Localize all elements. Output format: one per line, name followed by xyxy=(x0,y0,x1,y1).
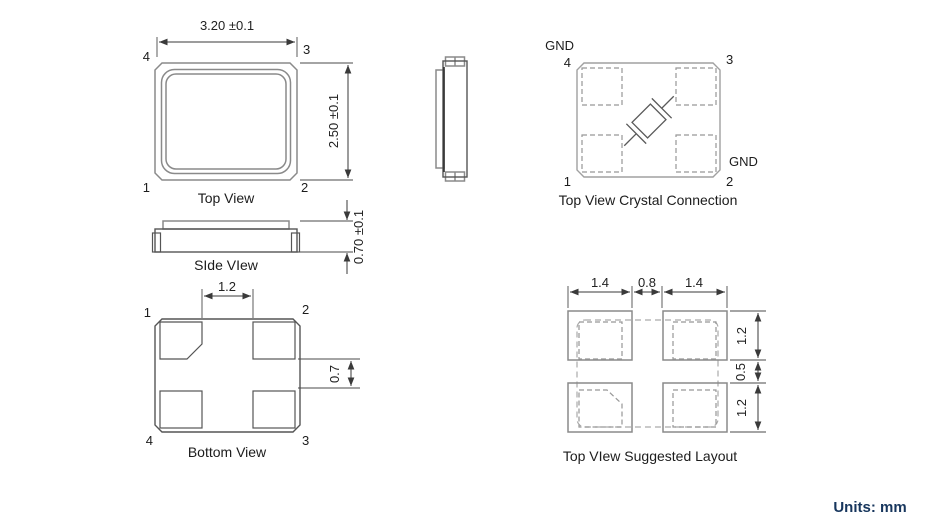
bottom-view-pad-3 xyxy=(253,391,295,428)
gnd-label-top-left: GND xyxy=(545,38,574,53)
bottom-view-pin-3: 3 xyxy=(302,433,310,448)
layout-dim-pad-width-left: 1.4 xyxy=(590,275,610,290)
bottom-view-caption: Bottom View xyxy=(187,444,267,460)
bottom-view xyxy=(144,279,360,460)
bottom-view-body-outline xyxy=(155,319,300,432)
units-label: Units: mm xyxy=(833,499,907,516)
bottom-view-pad-1-chamfered xyxy=(160,322,202,359)
crystal-symbol xyxy=(614,86,683,155)
side-view-height-dim: 0.70 ±0.1 xyxy=(351,209,366,265)
layout-dim-pad-height-bottom: 1.2 xyxy=(734,398,749,418)
bottom-view-pin-4: 4 xyxy=(145,433,153,448)
layout-component-pad-br-dashed xyxy=(673,390,716,427)
top-view-pin-4: 4 xyxy=(142,49,150,64)
crystal-connection-pin-3: 3 xyxy=(726,52,734,67)
layout-component-pad-bl-dashed-chamfer xyxy=(579,390,622,427)
crystal-connection-pad-1 xyxy=(582,135,622,172)
layout-component-outline-dashed xyxy=(577,320,718,427)
suggested-layout-caption: Top VIew Suggested Layout xyxy=(562,448,738,464)
crystal-connection-pin-2: 2 xyxy=(726,174,734,189)
crystal-connection-body-outline xyxy=(577,63,720,177)
top-view-pin-2: 2 xyxy=(301,180,309,195)
top-view-pin-3: 3 xyxy=(303,42,311,57)
crystal-symbol-lead xyxy=(662,96,674,108)
top-view-caption: Top View xyxy=(197,190,255,206)
top-view-lid-seam-outer xyxy=(162,70,291,174)
top-view-height-dim: 2.50 ±0.1 xyxy=(326,93,341,149)
top-view-pin-1: 1 xyxy=(142,180,150,195)
bottom-view-pad-gap-y-dim: 0.7 xyxy=(327,364,342,384)
end-view xyxy=(436,57,467,181)
side-view-right-pad xyxy=(292,233,300,252)
side-view-left-pad xyxy=(153,233,161,252)
crystal-connection-caption: Top View Crystal Connection xyxy=(558,192,738,208)
crystal-symbol-body xyxy=(632,104,666,138)
crystal-symbol-lead xyxy=(624,134,636,146)
side-view-lid xyxy=(163,221,289,229)
layout-dim-pad-width-right: 1.4 xyxy=(684,275,704,290)
crystal-connection-pad-2 xyxy=(676,135,716,172)
bottom-view-pin-2: 2 xyxy=(302,302,310,317)
layout-component-pad-tr-dashed xyxy=(673,322,716,359)
top-view-width-dim: 3.20 ±0.1 xyxy=(199,18,255,33)
side-view xyxy=(153,200,367,274)
crystal-connection-pin-1: 1 xyxy=(563,174,571,189)
top-view-body-outline xyxy=(155,63,297,180)
layout-land-pad-br xyxy=(663,383,727,432)
bottom-view-pad-4 xyxy=(160,391,202,428)
crystal-connection-pad-3 xyxy=(676,68,716,105)
layout-dim-pad-vgap: 0.5 xyxy=(733,362,748,382)
layout-component-pad-tl-dashed xyxy=(579,322,622,359)
side-view-caption: SIde VIew xyxy=(194,257,258,273)
bottom-view-pad-gap-x-dim: 1.2 xyxy=(217,279,237,294)
suggested-layout-view xyxy=(563,275,766,464)
layout-dim-pad-height-top: 1.2 xyxy=(734,326,749,346)
crystal-connection-pad-4 xyxy=(582,68,622,105)
gnd-label-bottom-right: GND xyxy=(729,154,758,169)
top-view-lid-seam-inner xyxy=(166,74,286,169)
bottom-view-pad-2 xyxy=(253,322,295,359)
end-view-body xyxy=(443,61,467,177)
layout-dim-pad-gap: 0.8 xyxy=(637,275,657,290)
bottom-view-pin-1: 1 xyxy=(143,305,151,320)
top-view xyxy=(143,18,353,206)
side-view-body xyxy=(155,229,297,252)
crystal-connection-pin-4: 4 xyxy=(563,55,571,70)
crystal-connection-view xyxy=(545,38,758,208)
